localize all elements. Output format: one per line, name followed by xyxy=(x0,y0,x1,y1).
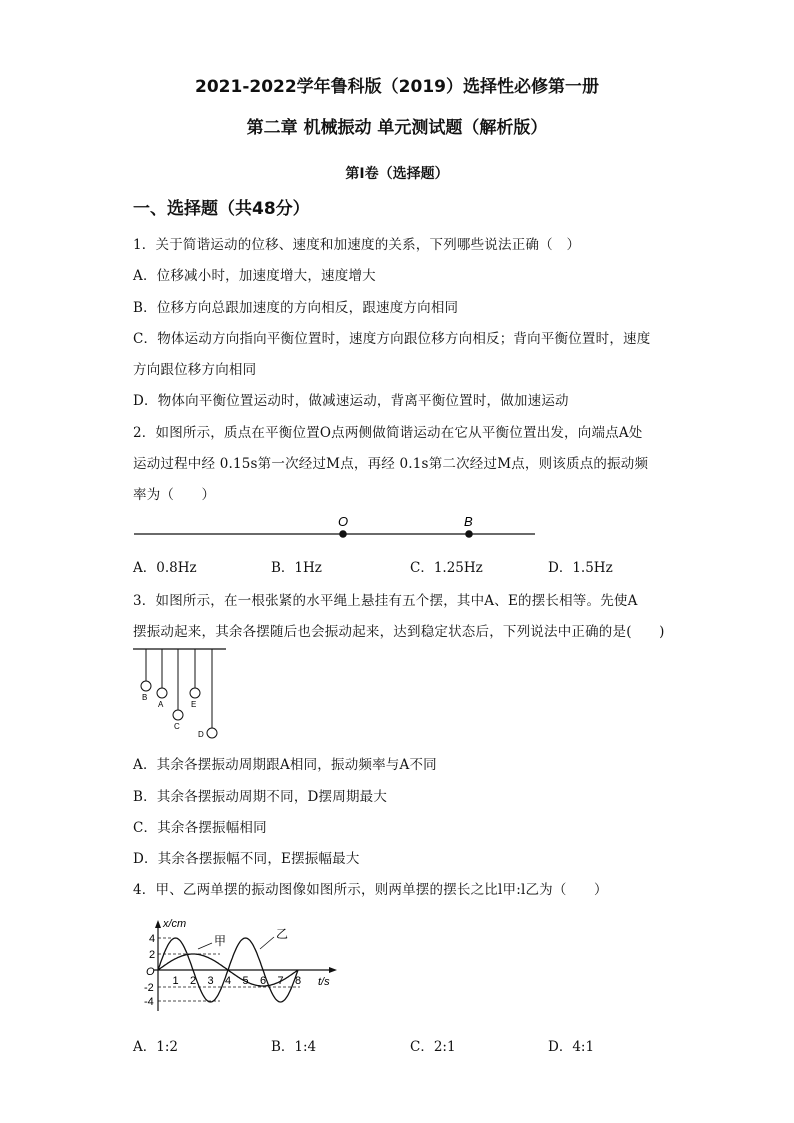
doc-subtitle: 第二章 机械振动 单元测试题（解析版） xyxy=(246,118,548,138)
section-heading: 一、选择题（共48分） xyxy=(133,199,310,219)
q2-point-o xyxy=(339,530,347,538)
q4-xtick: 4 xyxy=(225,975,232,987)
volume-label: 第Ⅰ卷（选择题） xyxy=(345,166,449,182)
q3-label-b: B xyxy=(142,693,148,702)
q4-ytick-2: 2 xyxy=(149,949,156,961)
q3-option-b: B．其余各摆振动周期不同，D摆周期最大 xyxy=(133,789,388,805)
q3-bob-c xyxy=(173,710,183,720)
q1-option-c-cont: 方向跟位移方向相同 xyxy=(133,362,257,378)
q3-label-d: D xyxy=(198,730,204,739)
q4-graph xyxy=(130,905,345,1020)
q3-label-e: E xyxy=(191,700,197,709)
q4-label-jia: 甲 xyxy=(214,934,227,948)
q4-ytick-4: 4 xyxy=(149,933,156,945)
q4-ylabel: x/cm xyxy=(163,918,187,930)
q4-label-yi: 乙 xyxy=(276,927,289,941)
q4-xtick: 5 xyxy=(242,975,249,987)
q1-option-d: D．物体向平衡位置运动时，做减速运动，背离平衡位置时，做加速运动 xyxy=(133,393,569,409)
q4-option-d: D．4:1 xyxy=(548,1039,595,1055)
q1-option-b: B．位移方向总跟加速度的方向相反，跟速度方向相同 xyxy=(133,300,459,316)
q4-xtick: 2 xyxy=(190,975,197,987)
q2-stem-line1: 2．如图所示，质点在平衡位置O点两侧做简谐运动在它从平衡位置出发，向端点A处 xyxy=(133,425,643,441)
q1-option-a: A．位移减小时，加速度增大，速度增大 xyxy=(133,268,376,284)
q3-bob-b xyxy=(141,681,151,691)
q3-bob-d xyxy=(207,728,217,738)
q1-stem: 1．关于简谐运动的位移、速度和加速度的关系，下列哪些说法正确（ ） xyxy=(133,237,581,253)
q4-xtick: 8 xyxy=(295,975,302,987)
q2-stem-line3: 率为（ ） xyxy=(133,487,216,503)
q2-stem-line2: 运动过程中经 0.15s第一次经过M点，再经 0.1s第二次经过M点，则该质点的振动频 xyxy=(133,456,649,472)
q4-y-arrow-icon xyxy=(155,920,161,928)
q4-option-a: A．1:2 xyxy=(133,1039,178,1055)
q4-ytick-neg4: -4 xyxy=(144,996,154,1008)
q4-option-c: C．2:1 xyxy=(410,1039,456,1055)
q3-label-c: C xyxy=(174,722,180,731)
q4-xtick: 1 xyxy=(172,975,179,987)
q2-option-b: B．1Hz xyxy=(271,560,322,576)
q3-bob-a xyxy=(157,688,167,698)
q3-bob-e xyxy=(190,688,200,698)
q4-origin: O xyxy=(146,966,155,978)
q4-xlabel: t/s xyxy=(318,976,330,988)
q3-label-a: A xyxy=(158,700,164,709)
q2-option-a: A．0.8Hz xyxy=(133,560,197,576)
q2-option-d: D．1.5Hz xyxy=(548,560,613,576)
q4-xtick: 6 xyxy=(260,975,267,987)
q4-xtick: 3 xyxy=(207,975,214,987)
q2-point-b xyxy=(465,530,473,538)
q4-x-arrow-icon xyxy=(329,967,337,973)
doc-title: 2021-2022学年鲁科版（2019）选择性必修第一册 xyxy=(195,77,599,97)
q4-stem: 4．甲、乙两单摆的振动图像如图所示，则两单摆的摆长之比l甲:l乙为（ ） xyxy=(133,882,608,898)
q4-ytick-neg2: -2 xyxy=(144,982,154,994)
q3-option-c: C．其余各摆振幅相同 xyxy=(133,820,267,836)
q3-option-d: D．其余各摆振幅不同，E摆振幅最大 xyxy=(133,851,360,867)
q3-pendulum-figure xyxy=(130,643,240,743)
q3-option-a: A．其余各摆振动周期跟A相同，振动频率与A不同 xyxy=(133,757,437,773)
q2-label-b: B xyxy=(464,514,473,529)
q4-xtick: 7 xyxy=(277,975,284,987)
q4-option-b: B．1:4 xyxy=(271,1039,317,1055)
q2-label-o: O xyxy=(338,514,349,529)
q2-figure xyxy=(130,510,550,550)
q3-stem-line2: 摆振动起来，其余各摆随后也会振动起来，达到稳定状态后，下列说法中正确的是( ) xyxy=(133,624,665,640)
q2-option-c: C．1.25Hz xyxy=(410,560,483,576)
q1-option-c: C．物体运动方向指向平衡位置时，速度方向跟位移方向相反；背向平衡位置时，速度 xyxy=(133,331,651,347)
q3-stem-line1: 3．如图所示，在一根张紧的水平绳上悬挂有五个摆，其中A、E的摆长相等。先使A xyxy=(133,593,638,609)
